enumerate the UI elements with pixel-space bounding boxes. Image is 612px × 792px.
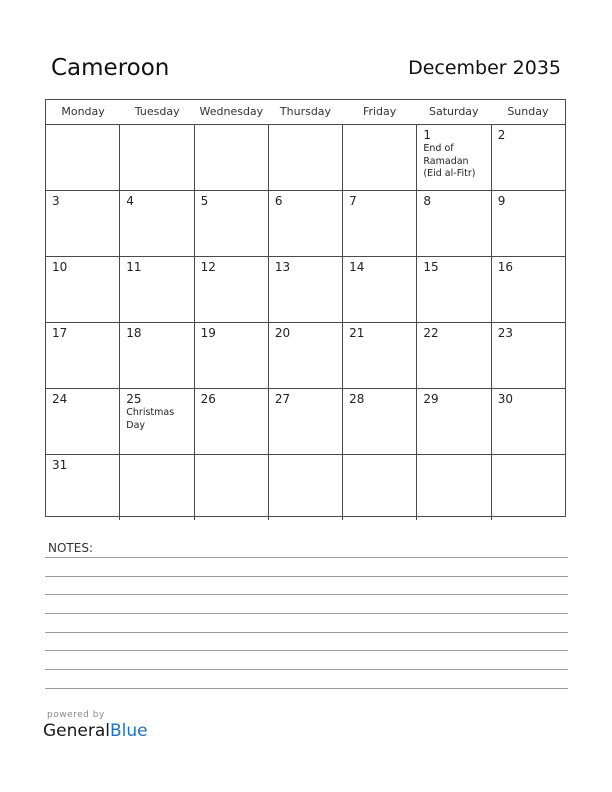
logo-blue: Blue xyxy=(110,721,148,741)
day-number: 16 xyxy=(497,260,513,274)
week-row-5 xyxy=(46,389,565,455)
day-cell xyxy=(269,257,343,322)
day-cell xyxy=(120,389,194,454)
day-number: 22 xyxy=(423,326,439,340)
day-cell xyxy=(46,389,120,454)
day-cell xyxy=(269,323,343,388)
week-row-1 xyxy=(46,125,565,191)
day-cell xyxy=(46,455,120,520)
weekday-sunday: Sunday xyxy=(507,105,549,118)
day-cell xyxy=(492,389,565,454)
day-number: 11 xyxy=(126,260,142,274)
day-number: 31 xyxy=(52,458,68,472)
day-cell xyxy=(417,323,491,388)
week-row-4 xyxy=(46,323,565,389)
day-cell xyxy=(417,257,491,322)
day-cell xyxy=(492,191,565,256)
weekday-saturday: Saturday xyxy=(428,105,479,118)
weekday-wednesday: Wednesday xyxy=(199,105,264,118)
day-number: 6 xyxy=(274,194,283,208)
weekday-monday: Monday xyxy=(61,105,105,118)
day-cell xyxy=(492,323,565,388)
day-cell xyxy=(417,389,491,454)
day-cell xyxy=(269,191,343,256)
notes-line xyxy=(45,669,568,670)
day-number: 26 xyxy=(200,392,216,406)
day-cell xyxy=(46,257,120,322)
day-cell xyxy=(120,257,194,322)
day-cell xyxy=(343,257,417,322)
day-number: 8 xyxy=(423,194,432,208)
day-number: 2 xyxy=(497,128,506,142)
weekday-thursday: Thursday xyxy=(279,105,332,118)
day-number: 19 xyxy=(200,326,216,340)
day-cell xyxy=(120,191,194,256)
month-year-title: December 2035 xyxy=(408,57,561,79)
country-title: Cameroon xyxy=(51,55,170,81)
day-cell xyxy=(269,125,343,190)
day-event: End of Ramadan (Eid al-Fitr) xyxy=(423,143,476,179)
day-number: 3 xyxy=(52,194,60,208)
day-number: 14 xyxy=(349,260,365,274)
day-cell xyxy=(492,125,565,190)
day-cell xyxy=(195,125,269,190)
powered-by-text: powered by xyxy=(47,710,105,720)
day-number: 30 xyxy=(497,392,513,406)
notes-line xyxy=(45,576,568,577)
day-cell xyxy=(343,389,417,454)
weekday-friday: Friday xyxy=(362,105,397,118)
day-number: 23 xyxy=(497,326,513,340)
day-cell xyxy=(120,323,194,388)
week-row-2 xyxy=(46,191,565,257)
day-number: 15 xyxy=(423,260,439,274)
notes-line xyxy=(45,688,568,689)
notes-line xyxy=(45,650,568,651)
day-cell xyxy=(343,455,417,520)
day-cell xyxy=(195,323,269,388)
day-cell xyxy=(343,323,417,388)
day-number: 12 xyxy=(200,260,216,274)
day-cell xyxy=(417,125,491,190)
day-number: 1 xyxy=(423,128,432,142)
day-cell xyxy=(417,191,491,256)
week-row-3 xyxy=(46,257,565,323)
calendar-grid xyxy=(45,99,566,517)
day-cell xyxy=(120,125,194,190)
day-cell xyxy=(195,191,269,256)
notes-label: NOTES: xyxy=(48,541,93,555)
day-cell xyxy=(195,257,269,322)
day-cell xyxy=(46,191,120,256)
day-number: 24 xyxy=(52,392,68,406)
day-cell xyxy=(195,389,269,454)
notes-line xyxy=(45,557,568,558)
day-cell xyxy=(343,191,417,256)
day-number: 17 xyxy=(52,326,68,340)
weekday-tuesday: Tuesday xyxy=(134,105,180,118)
day-number: 18 xyxy=(126,326,142,340)
day-number: 25 xyxy=(126,392,142,406)
day-cell xyxy=(46,323,120,388)
day-number: 4 xyxy=(126,194,134,208)
day-number: 27 xyxy=(274,392,291,406)
notes-line xyxy=(45,613,568,614)
day-cell xyxy=(120,455,194,520)
notes-line xyxy=(45,632,568,633)
day-number: 20 xyxy=(274,326,291,340)
day-number: 5 xyxy=(200,194,209,208)
day-number: 28 xyxy=(349,392,365,406)
day-cell xyxy=(195,455,269,520)
day-number: 7 xyxy=(349,194,357,208)
day-cell xyxy=(343,125,417,190)
weekday-header-row xyxy=(46,100,565,125)
day-cell xyxy=(492,455,565,520)
day-number: 29 xyxy=(423,392,439,406)
day-event: Christmas Day xyxy=(126,407,175,431)
day-cell xyxy=(269,455,343,520)
day-cell xyxy=(46,125,120,190)
day-cell xyxy=(492,257,565,322)
day-number: 9 xyxy=(497,194,506,208)
day-number: 21 xyxy=(349,326,365,340)
day-number: 10 xyxy=(52,260,68,274)
generalblue-logo[interactable] xyxy=(43,721,148,741)
day-number: 13 xyxy=(274,260,291,274)
notes-line xyxy=(45,594,568,595)
day-cell xyxy=(417,455,491,520)
logo-general: General xyxy=(43,721,110,741)
day-cell xyxy=(269,389,343,454)
week-row-6 xyxy=(46,455,565,520)
